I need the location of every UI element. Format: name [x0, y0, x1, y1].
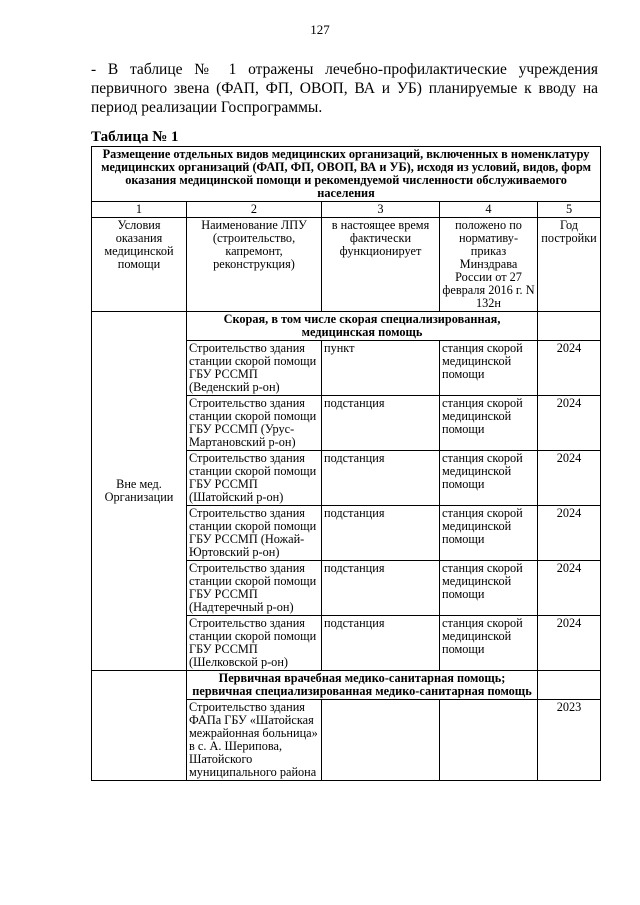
header-norm: положено по нормативу-приказ Минздрава России от 27 февраля 2016 г. N 132н	[440, 218, 538, 312]
column-number: 1	[92, 202, 187, 218]
norm-value: станция скорой медицинской помощи	[440, 341, 538, 396]
build-year: 2024	[538, 341, 601, 396]
header-year: Год постройки	[538, 218, 601, 312]
current-status: подстанция	[322, 451, 440, 506]
current-status	[322, 700, 440, 781]
column-number: 2	[187, 202, 322, 218]
facility-name: Строительство здания ФАПа ГБУ «Шатойская межрайонная больница» в с. А. Шерипова, Шатойского муниципального района	[187, 700, 322, 781]
empty-cell	[538, 671, 601, 700]
column-number-row	[92, 202, 601, 218]
current-status: пункт	[322, 341, 440, 396]
norm-value: станция скорой медицинской помощи	[440, 506, 538, 561]
build-year: 2024	[538, 396, 601, 451]
facility-name: Строительство здания станции скорой помощи ГБУ РССМП (Урус-Мартановский р-он)	[187, 396, 322, 451]
column-number: 4	[440, 202, 538, 218]
header-facility-name: Наименование ЛПУ (строительство, капремонт, реконструкция)	[187, 218, 322, 312]
condition-cell: Вне мед. Организации	[92, 312, 187, 671]
facilities-table	[91, 146, 601, 781]
norm-value: станция скорой медицинской помощи	[440, 616, 538, 671]
facility-name: Строительство здания станции скорой помощи ГБУ РССМП (Шелковской р-он)	[187, 616, 322, 671]
column-number: 3	[322, 202, 440, 218]
empty-condition-cell	[92, 671, 187, 781]
current-status: подстанция	[322, 506, 440, 561]
facility-name: Строительство здания станции скорой помощи ГБУ РССМП (Надтеречный р-он)	[187, 561, 322, 616]
current-status: подстанция	[322, 396, 440, 451]
build-year: 2024	[538, 561, 601, 616]
empty-cell	[538, 312, 601, 341]
current-status: подстанция	[322, 616, 440, 671]
page-number: 127	[310, 22, 330, 37]
norm-value	[440, 700, 538, 781]
norm-value: станция скорой медицинской помощи	[440, 451, 538, 506]
facility-name: Строительство здания станции скорой помощи ГБУ РССМП (Ножай-Юртовский р-он)	[187, 506, 322, 561]
section-title: Скорая, в том числе скорая специализированная, медицинская помощь	[187, 312, 538, 341]
section-row	[92, 312, 601, 341]
norm-value: станция скорой медицинской помощи	[440, 396, 538, 451]
build-year: 2024	[538, 616, 601, 671]
section-title: Первичная врачебная медико-санитарная помощь; первичная специализированная медико-санитарная помощь	[187, 671, 538, 700]
facility-name: Строительство здания станции скорой помощи ГБУ РССМП (Веденский р-он)	[187, 341, 322, 396]
build-year: 2023	[538, 700, 601, 781]
header-row	[92, 218, 601, 312]
build-year: 2024	[538, 506, 601, 561]
current-status: подстанция	[322, 561, 440, 616]
table-label: Таблица № 1	[91, 129, 179, 145]
table-title-row	[92, 147, 601, 202]
intro-paragraph: - В таблице № 1 отражены лечебно-профилактические учреждения первичного звена (ФАП, ФП, ОВОП, ВА и УБ) планируемые к вводу на период реализации Госпрограммы.	[91, 61, 598, 116]
norm-value: станция скорой медицинской помощи	[440, 561, 538, 616]
header-conditions: Условия оказания медицинской помощи	[92, 218, 187, 312]
build-year: 2024	[538, 451, 601, 506]
section-row	[92, 671, 601, 700]
header-current-status: в настоящее время фактически функционирует	[322, 218, 440, 312]
column-number: 5	[538, 202, 601, 218]
facility-name: Строительство здания станции скорой помощи ГБУ РССМП (Шатойский р-он)	[187, 451, 322, 506]
table-title: Размещение отдельных видов медицинских организаций, включенных в номенклатуру медицинских организаций (ФАП, ФП, ОВОП, ВА и УБ), исходя из условий, видов, форм оказания медицинской помощи и рекомендуемой численности обслуживаемого населения	[92, 147, 601, 202]
